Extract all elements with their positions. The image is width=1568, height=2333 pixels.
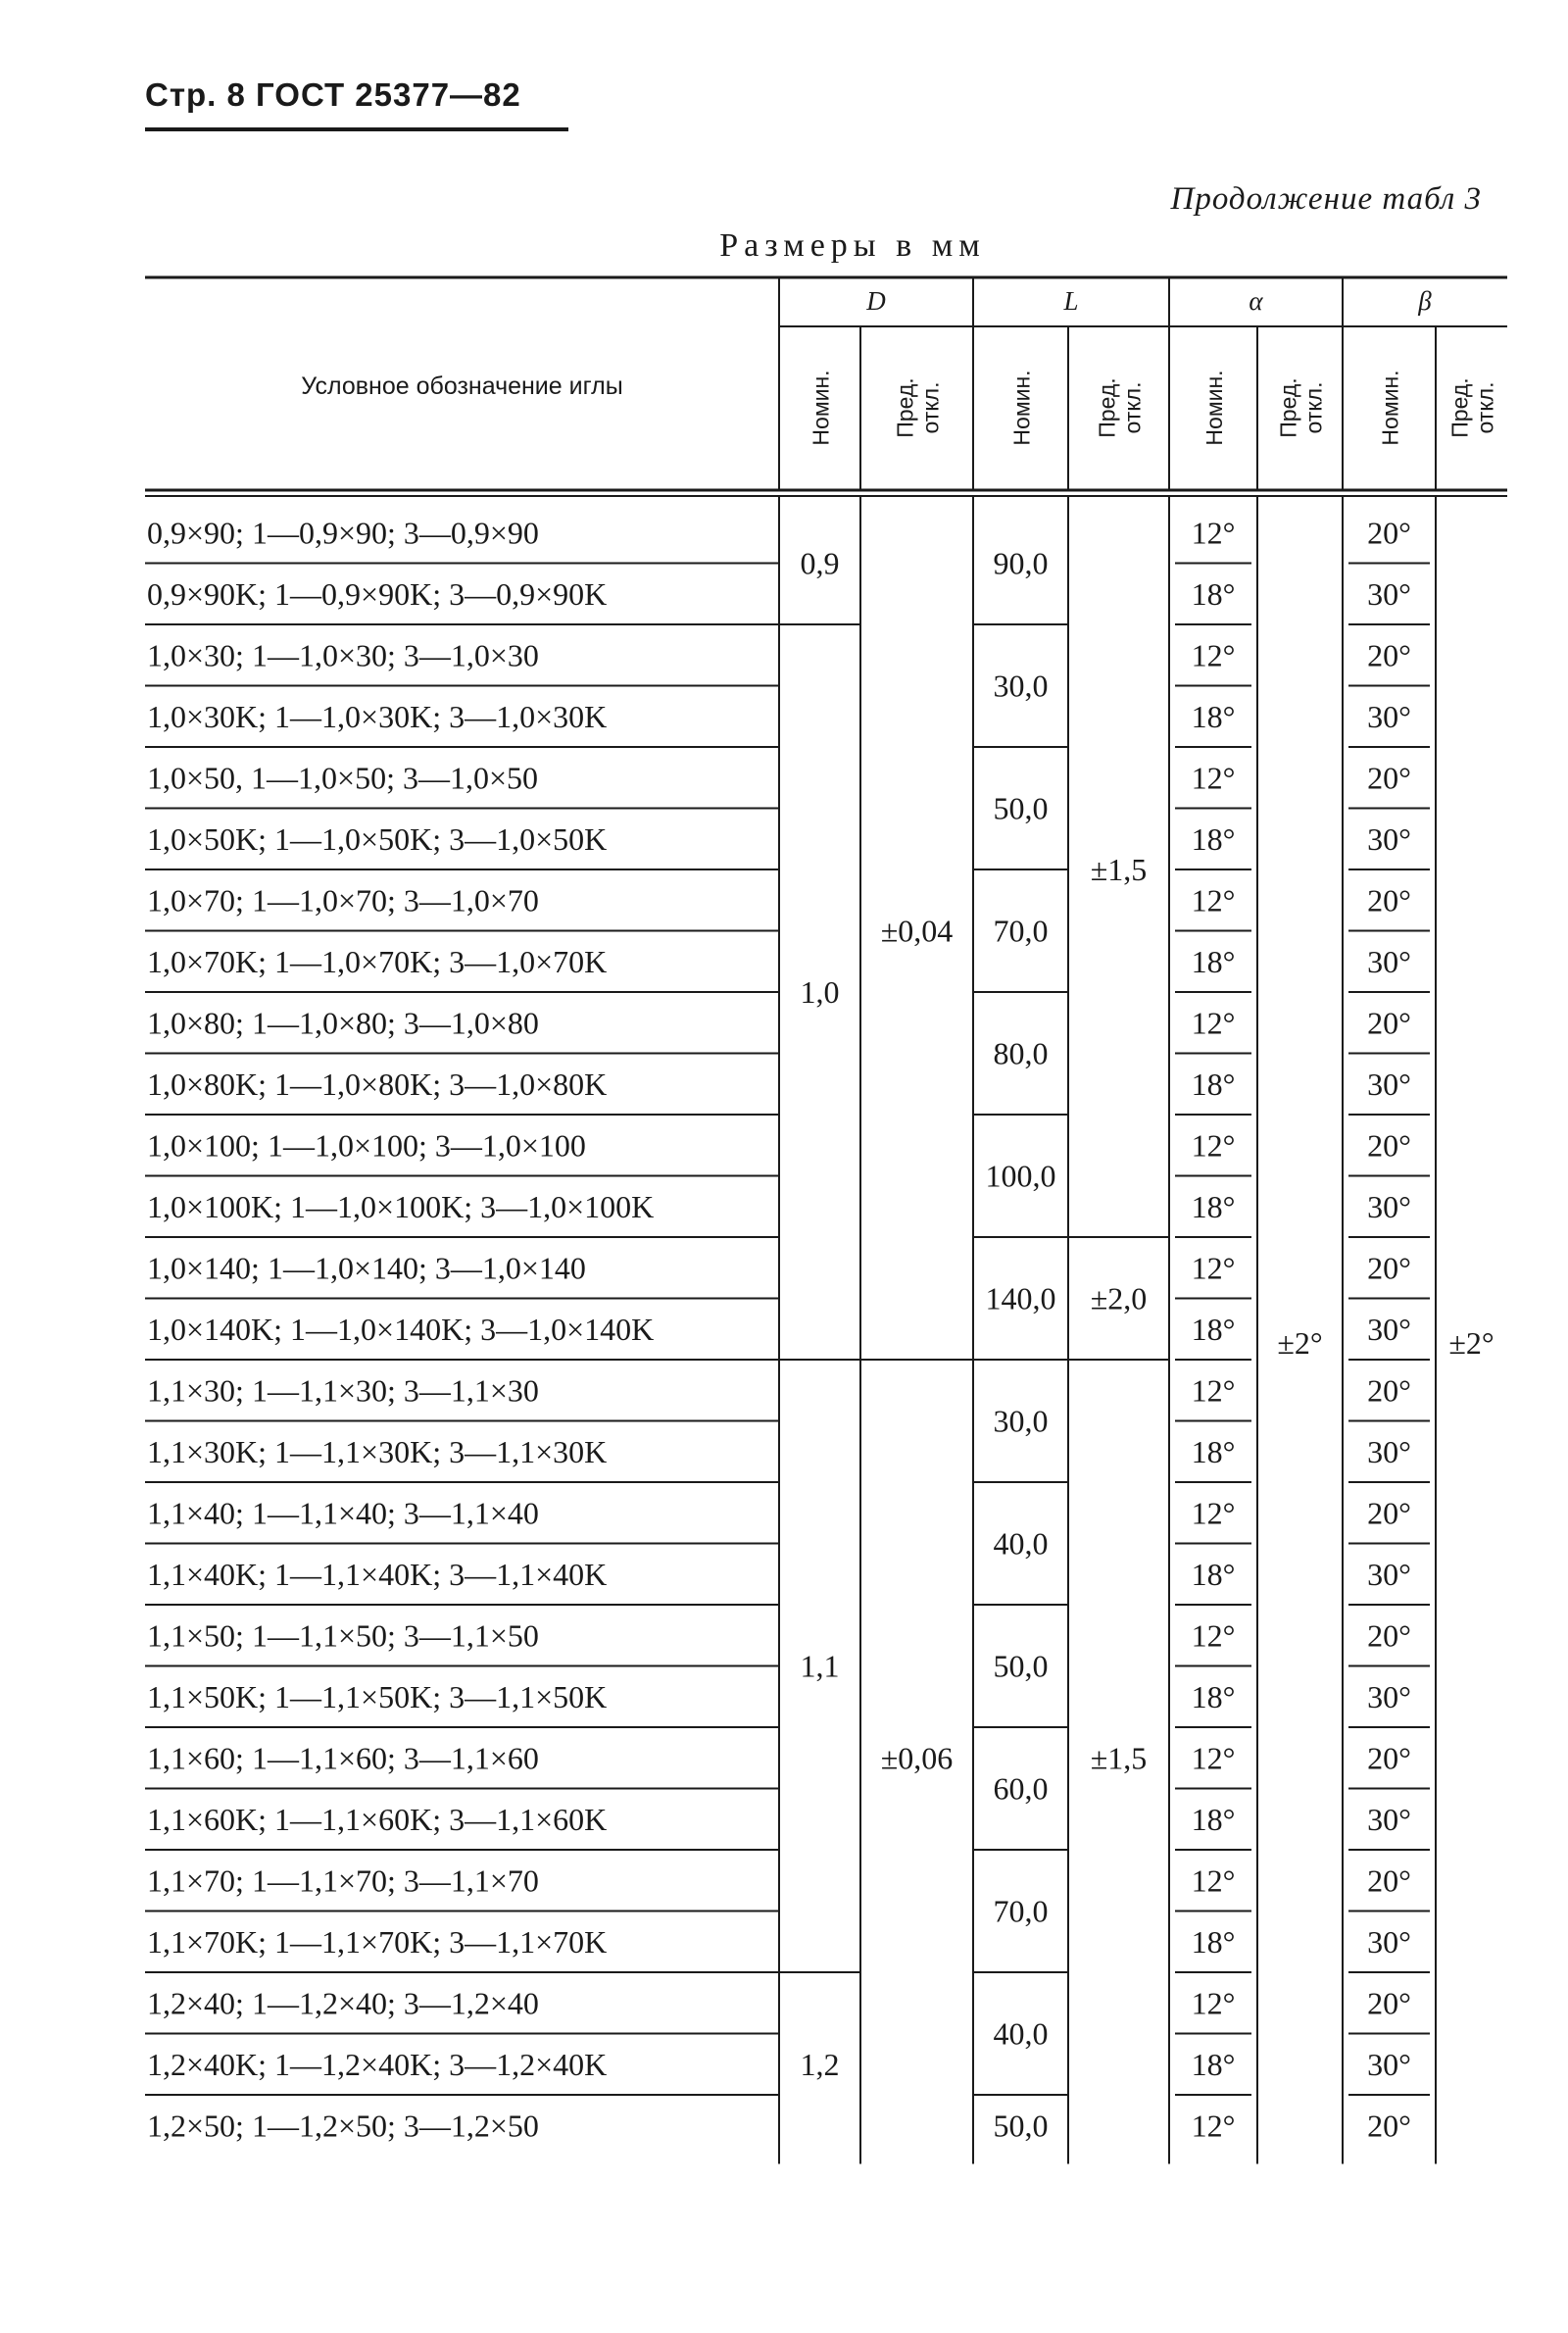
needle-designation: 1,1×40K; 1—1,1×40K; 3—1,1×40K — [147, 1556, 608, 1592]
subheader-deviation: Пред. — [892, 377, 918, 438]
subheader-deviation: Пред. — [1094, 377, 1120, 438]
alpha-nominal-value: 12° — [1191, 637, 1236, 673]
beta-nominal-value: 20° — [1367, 1495, 1411, 1531]
needle-designation: 1,0×80K; 1—1,0×80K; 3—1,0×80K — [147, 1066, 608, 1102]
l-nominal-value: 50,0 — [993, 1648, 1049, 1684]
needle-designation: 1,1×30; 1—1,1×30; 3—1,1×30 — [147, 1372, 539, 1409]
needle-designation: 1,0×30K; 1—1,0×30K; 3—1,0×30K — [147, 698, 608, 734]
column-header-designation: Условное обозначение иглы — [301, 372, 623, 400]
l-nominal-value: 90,0 — [993, 545, 1049, 581]
l-nominal-value: 30,0 — [993, 1403, 1049, 1439]
needle-designation: 1,1×60; 1—1,1×60; 3—1,1×60 — [147, 1740, 539, 1776]
d-deviation-value: ±0,06 — [880, 1740, 954, 1776]
d-nominal-value: 1,1 — [800, 1648, 840, 1684]
needle-designation: 1,0×80; 1—1,0×80; 3—1,0×80 — [147, 1005, 539, 1041]
subheader-nominal: Номин. — [1201, 370, 1227, 446]
l-nominal-value: 70,0 — [993, 913, 1049, 949]
beta-nominal-value: 20° — [1367, 1862, 1411, 1899]
d-nominal-value: 0,9 — [800, 545, 840, 581]
l-nominal-value: 140,0 — [985, 1280, 1056, 1316]
l-nominal-value: 40,0 — [993, 1525, 1049, 1562]
alpha-nominal-value: 12° — [1191, 1372, 1236, 1409]
l-deviation-value: ±1,5 — [1090, 852, 1148, 887]
column-group-header: D — [866, 286, 886, 316]
alpha-nominal-value: 12° — [1191, 1250, 1236, 1286]
needle-designation: 1,1×30K; 1—1,1×30K; 3—1,1×30K — [147, 1433, 608, 1469]
column-group-header: L — [1063, 286, 1079, 316]
beta-nominal-value: 30° — [1367, 1188, 1411, 1224]
alpha-nominal-value: 18° — [1191, 1801, 1236, 1837]
beta-nominal-value: 30° — [1367, 1801, 1411, 1837]
subheader-nominal: Номин. — [808, 370, 834, 446]
beta-nominal-value: 20° — [1367, 515, 1411, 551]
alpha-nominal-value: 18° — [1191, 1678, 1236, 1714]
alpha-nominal-value: 12° — [1191, 1740, 1236, 1776]
l-nominal-value: 100,0 — [985, 1158, 1056, 1194]
column-group-header: β — [1418, 286, 1432, 316]
beta-nominal-value: 30° — [1367, 943, 1411, 979]
l-nominal-value: 50,0 — [993, 2108, 1049, 2144]
beta-nominal-value: 30° — [1367, 575, 1411, 612]
beta-deviation-value: ±2° — [1448, 1324, 1494, 1361]
needle-designation: 1,2×50; 1—1,2×50; 3—1,2×50 — [147, 2108, 539, 2144]
beta-nominal-value: 30° — [1367, 1678, 1411, 1714]
beta-nominal-value: 30° — [1367, 1311, 1411, 1347]
d-nominal-value: 1,0 — [800, 974, 840, 1010]
needle-designation: 1,2×40; 1—1,2×40; 3—1,2×40 — [147, 1985, 539, 2021]
beta-nominal-value: 20° — [1367, 1250, 1411, 1286]
l-nominal-value: 30,0 — [993, 668, 1049, 704]
subheader-nominal: Номин. — [1377, 370, 1403, 446]
alpha-nominal-value: 12° — [1191, 1005, 1236, 1041]
alpha-nominal-value: 12° — [1191, 2108, 1236, 2144]
needle-designation: 0,9×90K; 1—0,9×90K; 3—0,9×90K — [147, 575, 608, 612]
alpha-nominal-value: 18° — [1191, 1066, 1236, 1102]
column-group-header: α — [1249, 286, 1263, 316]
d-deviation-value: ±0,04 — [880, 913, 954, 949]
needle-designation: 1,1×50; 1—1,1×50; 3—1,1×50 — [147, 1617, 539, 1654]
needle-designation: 1,2×40K; 1—1,2×40K; 3—1,2×40K — [147, 2046, 608, 2082]
alpha-nominal-value: 12° — [1191, 1862, 1236, 1899]
needle-designation: 0,9×90; 1—0,9×90; 3—0,9×90 — [147, 515, 539, 551]
subheader-deviation: откл. — [917, 381, 944, 434]
beta-nominal-value: 20° — [1367, 1617, 1411, 1654]
needle-designation: 1,1×70K; 1—1,1×70K; 3—1,1×70K — [147, 1923, 608, 1960]
alpha-nominal-value: 12° — [1191, 1495, 1236, 1531]
l-deviation-value: ±1,5 — [1090, 1740, 1148, 1776]
needle-designation: 1,0×70K; 1—1,0×70K; 3—1,0×70K — [147, 943, 608, 979]
beta-nominal-value: 20° — [1367, 882, 1411, 918]
l-nominal-value: 40,0 — [993, 2015, 1049, 2052]
subheader-deviation: откл. — [1300, 381, 1327, 434]
needle-designation: 1,0×30; 1—1,0×30; 3—1,0×30 — [147, 637, 539, 673]
l-deviation-value: ±2,0 — [1090, 1280, 1148, 1316]
alpha-nominal-value: 18° — [1191, 820, 1236, 857]
d-nominal-value: 1,2 — [800, 2046, 840, 2082]
beta-nominal-value: 30° — [1367, 1433, 1411, 1469]
beta-nominal-value: 20° — [1367, 1127, 1411, 1164]
alpha-nominal-value: 18° — [1191, 1311, 1236, 1347]
needle-designation: 1,0×140K; 1—1,0×140K; 3—1,0×140K — [147, 1311, 655, 1347]
needle-designation: 1,1×40; 1—1,1×40; 3—1,1×40 — [147, 1495, 539, 1531]
beta-nominal-value: 20° — [1367, 760, 1411, 796]
alpha-nominal-value: 18° — [1191, 1433, 1236, 1469]
l-nominal-value: 50,0 — [993, 790, 1049, 826]
alpha-nominal-value: 12° — [1191, 1985, 1236, 2021]
alpha-nominal-value: 12° — [1191, 760, 1236, 796]
needle-designation: 1,1×50K; 1—1,1×50K; 3—1,1×50K — [147, 1678, 608, 1714]
subheader-deviation: откл. — [1119, 381, 1146, 434]
beta-nominal-value: 30° — [1367, 1066, 1411, 1102]
beta-nominal-value: 20° — [1367, 637, 1411, 673]
needle-designation: 1,0×100; 1—1,0×100; 3—1,0×100 — [147, 1127, 586, 1164]
needle-designation: 1,0×70; 1—1,0×70; 3—1,0×70 — [147, 882, 539, 918]
subheader-deviation: Пред. — [1275, 377, 1301, 438]
l-nominal-value: 80,0 — [993, 1035, 1049, 1071]
beta-nominal-value: 20° — [1367, 1005, 1411, 1041]
beta-nominal-value: 20° — [1367, 1372, 1411, 1409]
subheader-deviation: откл. — [1472, 381, 1498, 434]
alpha-nominal-value: 18° — [1191, 698, 1236, 734]
beta-nominal-value: 30° — [1367, 1923, 1411, 1960]
units-caption: Размеры в мм — [719, 227, 986, 264]
table-continuation-label: Продолжение табл 3 — [1170, 181, 1482, 217]
needle-designation: 1,0×50K; 1—1,0×50K; 3—1,0×50K — [147, 820, 608, 857]
alpha-nominal-value: 18° — [1191, 1188, 1236, 1224]
l-nominal-value: 60,0 — [993, 1770, 1049, 1807]
beta-nominal-value: 30° — [1367, 1556, 1411, 1592]
beta-nominal-value: 20° — [1367, 2108, 1411, 2144]
beta-nominal-value: 20° — [1367, 1985, 1411, 2021]
alpha-deviation-value: ±2° — [1277, 1324, 1323, 1361]
beta-nominal-value: 30° — [1367, 820, 1411, 857]
needle-designation: 1,0×50, 1—1,0×50; 3—1,0×50 — [147, 760, 539, 796]
beta-nominal-value: 30° — [1367, 2046, 1411, 2082]
alpha-nominal-value: 12° — [1191, 882, 1236, 918]
alpha-nominal-value: 18° — [1191, 943, 1236, 979]
page-header: Стр. 8 ГОСТ 25377—82 — [145, 76, 521, 113]
subheader-nominal: Номин. — [1008, 370, 1035, 446]
subheader-deviation: Пред. — [1446, 377, 1473, 438]
needle-designation: 1,1×70; 1—1,1×70; 3—1,1×70 — [147, 1862, 539, 1899]
alpha-nominal-value: 12° — [1191, 515, 1236, 551]
l-nominal-value: 70,0 — [993, 1893, 1049, 1929]
needle-designation: 1,1×60K; 1—1,1×60K; 3—1,1×60K — [147, 1801, 608, 1837]
alpha-nominal-value: 12° — [1191, 1617, 1236, 1654]
beta-nominal-value: 30° — [1367, 698, 1411, 734]
alpha-nominal-value: 18° — [1191, 1923, 1236, 1960]
alpha-nominal-value: 18° — [1191, 575, 1236, 612]
alpha-nominal-value: 18° — [1191, 1556, 1236, 1592]
needle-designation: 1,0×140; 1—1,0×140; 3—1,0×140 — [147, 1250, 586, 1286]
alpha-nominal-value: 12° — [1191, 1127, 1236, 1164]
beta-nominal-value: 20° — [1367, 1740, 1411, 1776]
needle-designation: 1,0×100K; 1—1,0×100K; 3—1,0×100K — [147, 1188, 655, 1224]
alpha-nominal-value: 18° — [1191, 2046, 1236, 2082]
